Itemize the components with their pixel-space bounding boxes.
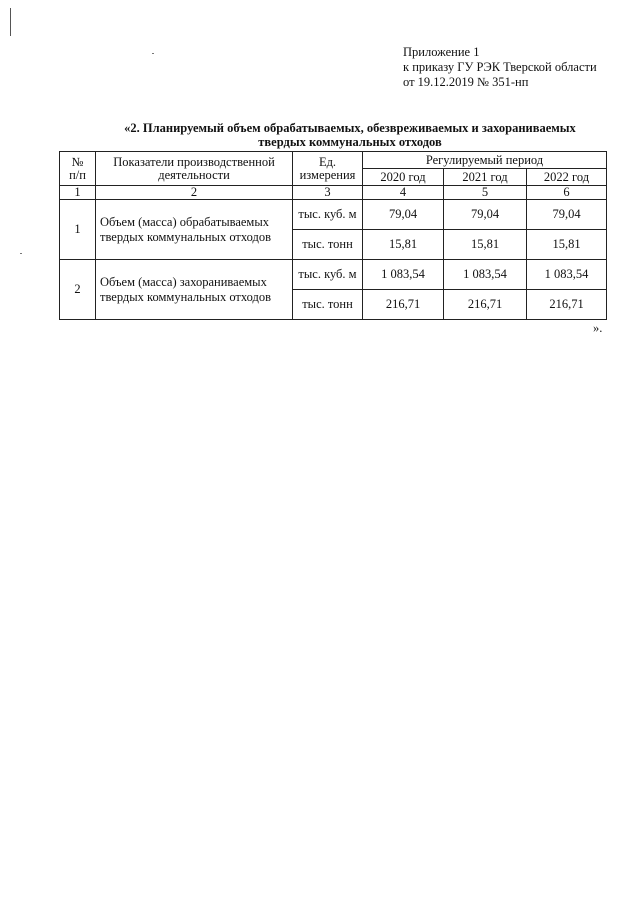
row-unit: тыс. тонн: [293, 230, 363, 260]
header-unit: Ед. измерения: [293, 152, 363, 186]
column-number-row: [60, 186, 607, 200]
header-num: № п/п: [60, 152, 96, 186]
value-cell: 15,81: [527, 230, 607, 260]
header-period: Регулируемый период: [363, 152, 607, 169]
row-unit: тыс. куб. м: [293, 200, 363, 230]
column-number: 6: [527, 186, 607, 200]
header-indicator: Показатели производственной деятельности: [96, 152, 293, 186]
closing-quote: ».: [593, 321, 603, 335]
scan-speck: [20, 253, 22, 254]
row-number: 2: [60, 260, 96, 320]
appendix-header: [403, 45, 597, 90]
value-cell: 79,04: [363, 200, 444, 230]
header-year-2021: 2021 год: [444, 169, 527, 186]
order-date: от 19.12.2019 № 351-нп: [403, 75, 529, 89]
value-cell: 216,71: [363, 290, 444, 320]
document-title: [60, 121, 639, 149]
header-year-2020: 2020 год: [363, 169, 444, 186]
value-cell: 15,81: [444, 230, 527, 260]
table-row: [60, 200, 607, 230]
value-cell: 1 083,54: [363, 260, 444, 290]
column-number: 5: [444, 186, 527, 200]
waste-volume-table: [59, 151, 607, 320]
table-row: [60, 260, 607, 290]
title-line-2: твердых коммунальных отходов: [258, 135, 442, 149]
order-reference: к приказу ГУ РЭК Тверской области: [403, 60, 597, 74]
column-number: 4: [363, 186, 444, 200]
margin-mark: [10, 8, 11, 36]
column-number: 3: [293, 186, 363, 200]
column-number: 2: [96, 186, 293, 200]
row-indicator: Объем (масса) обрабатываемых твердых коммунальных отходов: [96, 200, 293, 260]
row-number: 1: [60, 200, 96, 260]
table-header-row: [60, 152, 607, 169]
scan-speck: [152, 53, 154, 54]
row-unit: тыс. куб. м: [293, 260, 363, 290]
column-number: 1: [60, 186, 96, 200]
row-unit: тыс. тонн: [293, 290, 363, 320]
title-line-1: «2. Планируемый объем обрабатываемых, обезвреживаемых и захораниваемых: [124, 121, 576, 135]
value-cell: 15,81: [363, 230, 444, 260]
header-year-2022: 2022 год: [527, 169, 607, 186]
value-cell: 79,04: [527, 200, 607, 230]
value-cell: 216,71: [527, 290, 607, 320]
value-cell: 79,04: [444, 200, 527, 230]
value-cell: 216,71: [444, 290, 527, 320]
value-cell: 1 083,54: [527, 260, 607, 290]
row-indicator: Объем (масса) захораниваемых твердых коммунальных отходов: [96, 260, 293, 320]
value-cell: 1 083,54: [444, 260, 527, 290]
appendix-label: Приложение 1: [403, 45, 480, 59]
